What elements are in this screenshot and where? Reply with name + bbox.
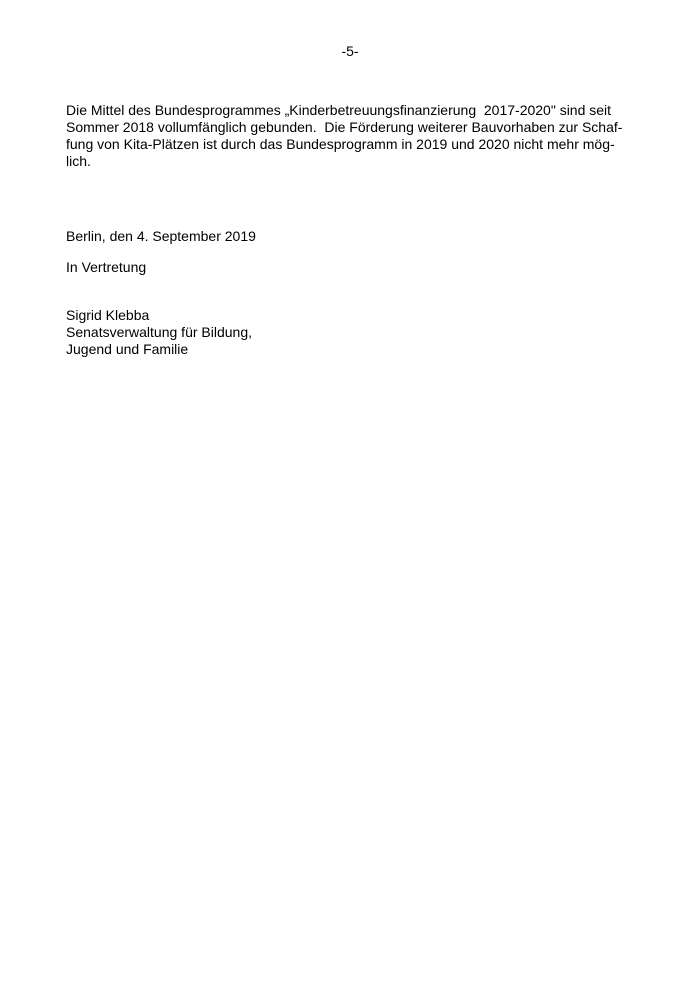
place-date: Berlin, den 4. September 2019 <box>66 228 256 244</box>
signatory-name: Sigrid Klebba <box>66 307 150 323</box>
signatory-department-line1: Senatsverwaltung für Bildung, <box>66 324 252 340</box>
paragraph-line: Sommer 2018 vollumfänglich gebunden. Die Förderung weiterer Bauvorhaben zur Schaf- <box>66 119 623 135</box>
paragraph-line: Die Mittel des Bundesprogrammes „Kinderbetreuungsfinanzierung 2017-2020" sind seit <box>66 102 612 118</box>
paragraph-line: lich. <box>66 153 91 169</box>
representation-note: In Vertretung <box>66 259 147 275</box>
signatory-department-line2: Jugend und Familie <box>66 341 189 357</box>
page-number: -5- <box>341 43 359 59</box>
paragraph-line: fung von Kita-Plätzen ist durch das Bundesprogramm in 2019 und 2020 nicht mehr mög- <box>66 136 615 152</box>
